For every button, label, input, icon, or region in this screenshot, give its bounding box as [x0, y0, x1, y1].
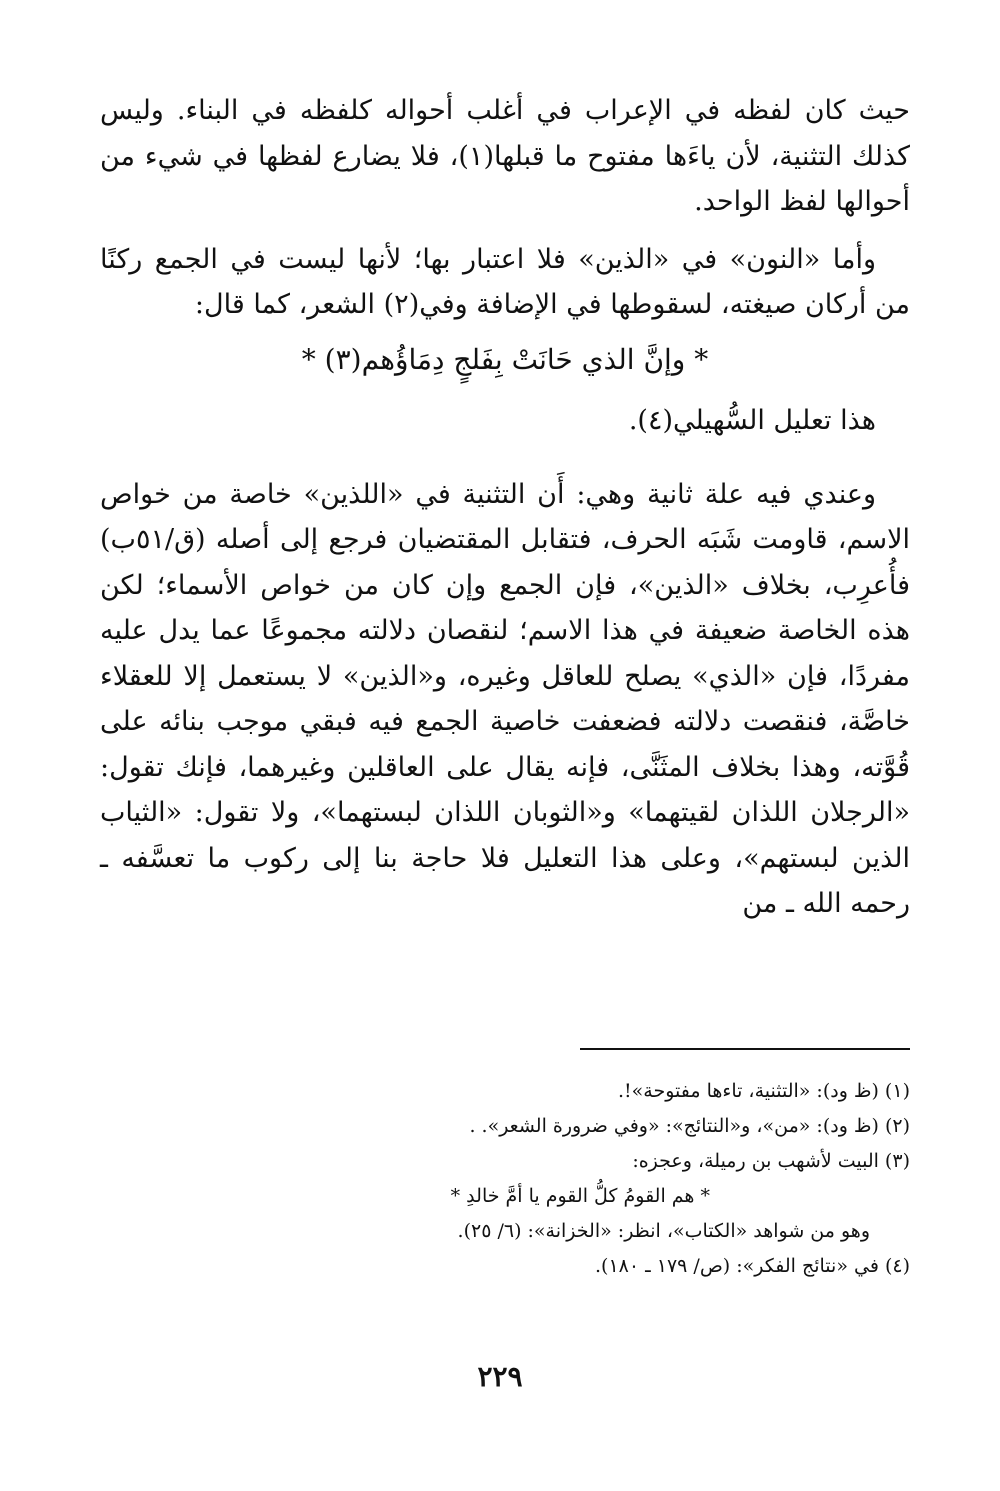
footnote-3: (٣) البيت لأشهب بن رميلة، وعجزه: [632, 1150, 910, 1172]
paragraph-1: حيث كان لفظه في الإعراب في أغلب أحواله كلفظه في البناء. وليس كذلك التثنية، لأن ياءَها مفتوح ما قبلها(١)، فلا يضارع لفظها في شيء من أحوالها لفظ الواحد. [100, 95, 910, 217]
footnote-4: (٤) في «نتائج الفكر»: (ص/ ١٧٩ ـ ١٨٠). [595, 1255, 910, 1277]
page-number: ٢٢٩ [477, 1360, 523, 1393]
footnote-2: (٢) (ظ ود): «من»، و«النتائج»: «وفي ضرورة الشعر». . [469, 1115, 910, 1137]
footnote-divider [580, 1048, 910, 1050]
paragraph-4: وعندي فيه علة ثانية وهي: أَن التثنية في «اللذين» خاصة من خواص الاسم، قاومت شَبَه الحرف، فتقابل المقتضيان فرجع إلى أصله (ق/٥١ب) فأُعرِب، بخلاف «الذين»، فإن الجمع وإن كان من خواص الأسماء؛ لكن هذه الخاصة ضعيفة في هذا الاسم؛ لنقصان دلالته مجموعًا عما يدل عليه مفردًا، فإن «الذي» يصلح للعاقل وغيره، و«الذين» لا يستعمل إلا للعقلاء خاصَّة، فنقصت دلالته فضعفت خاصية الجمع فيه فبقي موجب بنائه على قُوَّته، وهذا بخلاف المثَنَّى، فإنه يقال على العاقلين وغيرهما، فإنك تقول: «الرجلان اللذان لقيتهما» و«الثوبان اللذان لبستهما»، ولا تقول: «الثياب الذين لبستهم»، وعلى هذا التعليل فلا حاجة بنا إلى ركوب ما تعسَّفه ـ رحمه الله ـ من [100, 478, 910, 919]
footnote-3-verse: * هم القومُ كلُّ القوم يا أمَّ خالدِ * [450, 1185, 710, 1207]
paragraph-2: وأما «النون» في «الذين» فلا اعتبار بها؛ لأنها ليست في الجمع ركنًا من أركان صيغته، لسقوطها في الإضافة وفي(٢) الشعر، كما قال: [100, 243, 910, 320]
paragraph-3: هذا تعليل السُّهيلي(٤). [628, 404, 876, 436]
footnotes [100, 1074, 910, 1284]
footnote-1: (١) (ظ ود): «التثنية، تاءها مفتوحة»!. [617, 1080, 910, 1102]
footnote-3-reference: وهو من شواهد «الكتاب»، انظر: «الخزانة»: (٦/ ٢٥). [457, 1220, 870, 1242]
main-text [100, 88, 910, 927]
verse-line: * وإنَّ الذي حَانَتْ بِفَلجٍ دِمَاؤُهم(٣) * [301, 342, 709, 376]
